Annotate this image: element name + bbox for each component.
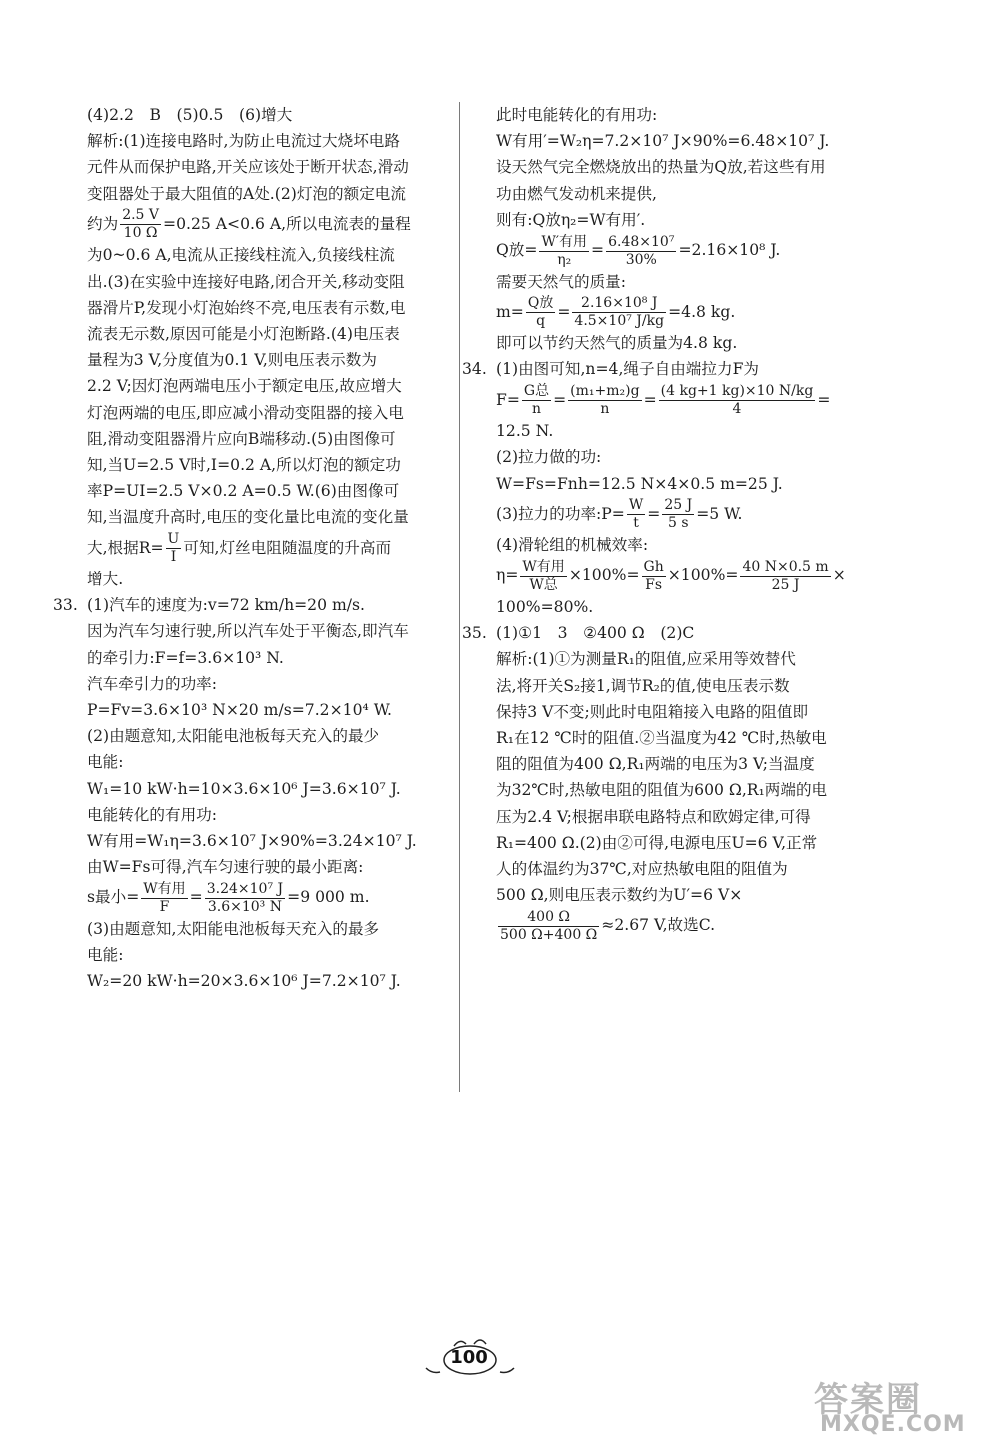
text-line: (2)拉力做的功: [496, 448, 602, 467]
page-number: 100 [450, 1347, 488, 1368]
text-line: W=Fs=Fnh=12.5 N×4×0.5 m=25 J. [496, 474, 783, 493]
text-line: 压为2.4 V;根据串联电路特点和欧姆定律,可得 [496, 807, 811, 826]
formula-line: (3)拉力的功率:P= $\frac{W}{t}$ = $\frac{25 J}{5 s}$ =5 W. [496, 497, 743, 532]
formula-line: s最小= $\frac{\text{W有用}}{F}$ = $\frac{\text{3.24×10⁷ J}}{\text{3.6×10³ N}}$ =9 000 m. [87, 880, 370, 915]
question-number: 35. [462, 624, 487, 643]
text-line: 变阻器处于最大阻值的A处.(2)灯泡的额定电流 [87, 184, 406, 203]
text-line: 电能转化的有用功: [87, 805, 218, 824]
text-line: 保持3 V不变;则此时电阻箱接入电路的阻值即 [496, 702, 809, 721]
text-line: 12.5 N. [496, 422, 554, 441]
text-line: 即可以节约天然气的质量为4.8 kg. [496, 334, 738, 353]
question-number: 33. [53, 596, 78, 615]
text-line: 100%=80%. [496, 597, 594, 616]
text-line: 知,当温度升高时,电压的变化量比电流的变化量 [87, 508, 409, 527]
formula-line: η= $\frac{\text{W有用}}{\text{W总}}$ ×100%= $\frac{Gh}{Fs}$ ×100%= $\frac{40 N\times 0.5 m}{25 J}$ × [496, 558, 846, 593]
fraction: $\frac{W}{t}$ [628, 497, 644, 532]
fraction: $\frac{\text{W有用}}{F}$ [143, 880, 186, 915]
formula-line: F= $\frac{\text{G总}}{n}$ = $\frac{\text{(m₁+m₂)g}}{n}$ = $\frac{(4 kg+1 kg)\times 10 N/kg}{4}$ = [496, 383, 831, 418]
text-line: 阻的阻值为400 Ω,R₁两端的电压为3 V;当温度 [496, 755, 815, 774]
text-line: W₂=20 kW·h=20×3.6×10⁶ J=7.2×10⁷ J. [87, 972, 401, 991]
column-divider [459, 102, 460, 1092]
text-line: 500 Ω,则电压表示数约为U′=6 V× [496, 886, 743, 905]
text-line: (4)滑轮组的机械效率: [496, 536, 649, 555]
text-line: 灯泡两端的电压,即应减小滑动变阻器的接入电 [87, 403, 404, 422]
text-line: 2.2 V;因灯泡两端电压小于额定电压,故应增大 [87, 377, 402, 396]
text-line: 汽车牵引力的功率: [87, 674, 218, 693]
text-line: (2)由题意知,太阳能电池板每天充入的最少 [87, 727, 380, 746]
right-column [462, 102, 868, 944]
text-line: 功由燃气发动机来提供, [496, 184, 657, 203]
text-line: 解析:(1)①为测量R₁的阻值,应采用等效替代 [496, 650, 796, 669]
text-line: 增大. [87, 570, 124, 589]
watermark-logo [814, 1372, 984, 1442]
left-column [53, 102, 449, 995]
text-line: 器滑片P,发现小灯泡始终不亮,电压表有示数,电 [87, 298, 406, 317]
text-line: 元件从而保护电路,开关应该处于断开状态,滑动 [87, 158, 409, 177]
text-line: 解析:(1)连接电路时,为防止电流过大烧坏电路 [87, 132, 400, 151]
fraction: $\frac{\text{2.16×10⁸ J}}{\text{4.5×10⁷ J/kg}}$ [574, 295, 665, 330]
text-line: 出.(3)在实验中连接好电路,闭合开关,移动变阻 [87, 272, 405, 291]
text-line: W有用=W₁η=3.6×10⁷ J×90%=3.24×10⁷ J. [87, 832, 417, 851]
text-line: 33. (1)汽车的速度为:v=72 km/h=20 m/s. [87, 592, 449, 618]
text-line: R₁=400 Ω.(2)由②可得,电源电压U=6 V,正常 [496, 833, 818, 852]
fraction: $\frac{25 J}{5 s}$ [664, 497, 693, 532]
text-line: 35. (1)①1 3 ②400 Ω (2)C [496, 620, 868, 646]
text-line: W₁=10 kW·h=10×3.6×10⁶ J=3.6×10⁷ J. [87, 779, 401, 798]
fraction: $\frac{\text{6.48×10⁷}}{30\%}$ [608, 233, 675, 268]
text-line: 设天然气完全燃烧放出的热量为Q放,若这些有用 [496, 158, 826, 177]
text-line: 34. (1)由图可知,n=4,绳子自由端拉力F为 [496, 356, 868, 382]
text-line: P=Fv=3.6×10³ N×20 m/s=7.2×10⁴ W. [87, 701, 392, 720]
text-line: 量程为3 V,分度值为0.1 V,则电压表示数为 [87, 351, 377, 370]
fraction: $\frac{\text{(m₁+m₂)g}}{n}$ [570, 383, 640, 418]
formula-line: 约为 $\frac{2.5 V}{10 \Omega}$ =0.25 A<0.6 A,所以电流表的量程 [87, 207, 411, 242]
text-line: W有用′=W₂η=7.2×10⁷ J×90%=6.48×10⁷ J. [496, 132, 830, 151]
fraction: $\frac{\text{G总}}{n}$ [523, 383, 550, 418]
text-line: (3)由题意知,太阳能电池板每天充入的最多 [87, 919, 380, 938]
text-line: 为32℃时,热敏电阻的阻值为600 Ω,R₁两端的电 [496, 781, 828, 800]
text-line: 电能: [87, 753, 124, 772]
text-line: 法,将开关S₂接1,调节R₂的值,使电压表示数 [496, 676, 790, 695]
fraction: $\frac{U}{I}$ [167, 531, 180, 566]
text-line: 阻,滑动变阻器滑片应向B端移动.(5)由图像可 [87, 429, 396, 448]
text-line: 知,当U=2.5 V时,I=0.2 A,所以灯泡的额定功 [87, 455, 401, 474]
watermark-url: MXQE.COM [820, 1412, 966, 1437]
fraction: $\frac{40 N\times 0.5 m}{25 J}$ [742, 558, 829, 593]
fraction: $\frac{2.5 V}{10 \Omega}$ [122, 207, 160, 242]
formula-line: $\frac{400 \Omega}{500 \Omega+400 \Omega}$ ≈2.67 V,故选C. [500, 908, 716, 943]
fraction: $\frac{400 \Omega}{500 \Omega+400 \Omega}$ [500, 908, 598, 943]
text-line: 因为汽车匀速行驶,所以汽车处于平衡态,即汽车 [87, 622, 409, 641]
text-line: 此时电能转化的有用功: [496, 106, 658, 124]
text-line: 率P=UI=2.5 V×0.2 A=0.5 W.(6)由图像可 [87, 482, 400, 501]
text-line: 的牵引力:F=f=3.6×10³ N. [87, 648, 284, 667]
text-line: 由W=Fs可得,汽车匀速行驶的最小距离: [87, 858, 364, 877]
text-line: 需要天然气的质量: [496, 272, 627, 291]
text-line: 电能: [87, 946, 124, 965]
text-line: 人的体温约为37℃,对应热敏电阻的阻值为 [496, 859, 788, 878]
fraction: $\frac{(4 kg+1 kg)\times 10 N/kg}{4}$ [660, 383, 814, 418]
text-line: (4)2.2 B (5)0.5 (6)增大 [87, 106, 293, 124]
formula-line: Q放= $\frac{\text{W′有用}}{\text{η₂}}$ = $\frac{\text{6.48×10⁷}}{30\%}$ =2.16×10⁸ J. [496, 233, 781, 268]
text-line: 则有:Q放η₂=W有用′. [496, 210, 646, 229]
fraction: $\frac{Gh}{Fs}$ [643, 558, 664, 593]
text-line: R₁在12 ℃时的阻值.②当温度为42 ℃时,热敏电 [496, 728, 827, 747]
formula-line: 大,根据R= $\frac{U}{I}$ 可知,灯丝电阻随温度的升高而 [87, 531, 392, 566]
watermark-chars: 答案圈 [814, 1380, 922, 1420]
fraction: $\frac{\text{W′有用}}{\text{η₂}}$ [541, 233, 588, 268]
fraction: $\frac{\text{3.24×10⁷ J}}{\text{3.6×10³ N}}$ [206, 880, 284, 915]
fraction: $\frac{\text{W有用}}{\text{W总}}$ [522, 558, 565, 593]
text-line: 为0~0.6 A,电流从正接线柱流入,负接线柱流 [87, 246, 395, 265]
fraction: $\frac{\text{Q放}}{q}$ [527, 295, 554, 330]
question-number: 34. [462, 360, 487, 379]
formula-line: m= $\frac{\text{Q放}}{q}$ = $\frac{\text{2.16×10⁸ J}}{\text{4.5×10⁷ J/kg}}$ =4.8 kg. [496, 295, 736, 330]
text-line: 流表无示数,原因可能是小灯泡断路.(4)电压表 [87, 324, 400, 343]
